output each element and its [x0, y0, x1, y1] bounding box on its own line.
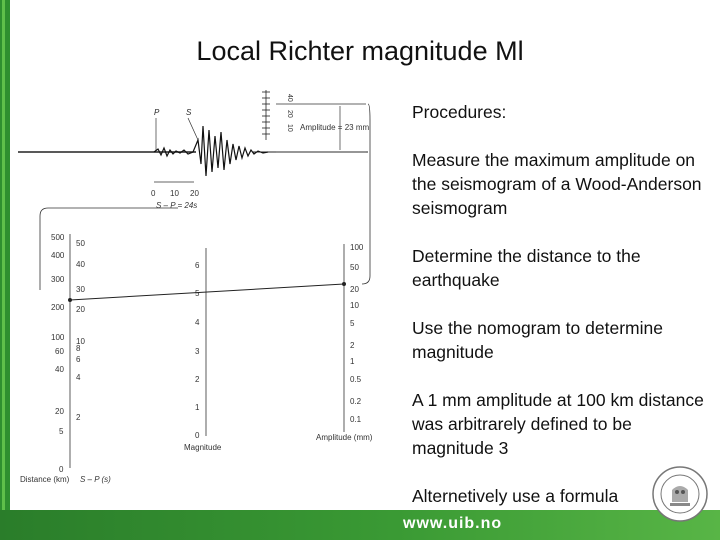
vertical-tick-10: 10 — [286, 124, 293, 132]
sp-tick-30: 30 — [76, 285, 85, 294]
distance-tick-40: 40 — [55, 365, 64, 374]
amplitude-tick-0-2: 0.2 — [350, 397, 362, 406]
amplitude-tick-0-5: 0.5 — [350, 375, 362, 384]
university-seal-icon — [652, 466, 708, 522]
sp-tick-50: 50 — [76, 239, 85, 248]
amplitude-ticks — [350, 243, 364, 424]
procedure-step-measure: Measure the maximum amplitude on the seismogram of a Wood-Anderson seismogram — [412, 150, 702, 218]
distance-reading-point — [68, 298, 72, 302]
distance-tick-200: 200 — [51, 303, 65, 312]
sp-tick-40: 40 — [76, 260, 85, 269]
procedure-step-distance: Determine the distance to the earthquake — [412, 246, 641, 290]
richter-nomogram — [18, 80, 378, 490]
distance-tick-400: 400 — [51, 251, 65, 260]
footer-url[interactable]: www.uib.no — [403, 515, 503, 532]
nomogram-reading-line — [70, 284, 344, 300]
procedures-heading: Procedures: — [412, 102, 507, 122]
amplitude-axis-label: Amplitude (mm) — [316, 433, 373, 442]
procedure-step-formula: Alternetively use a formula — [412, 486, 619, 506]
vertical-tick-20: 20 — [286, 110, 293, 118]
amplitude-scale-bars — [262, 90, 270, 140]
sp-tick-2: 2 — [76, 413, 81, 422]
distance-axis-label: Distance (km) — [20, 475, 70, 484]
sp-tick-6: 6 — [76, 355, 81, 364]
distance-tick-60: 60 — [55, 347, 64, 356]
magnitude-tick-5: 5 — [195, 289, 200, 298]
amplitude-tick-50: 50 — [350, 263, 359, 272]
sp-tick-4: 4 — [76, 373, 81, 382]
magnitude-tick-3: 3 — [195, 347, 200, 356]
seismogram-trace — [154, 126, 268, 176]
distance-tick-20: 20 — [55, 407, 64, 416]
amplitude-tick-10: 10 — [350, 301, 359, 310]
distance-ticks — [51, 233, 65, 474]
amplitude-tick-5: 5 — [350, 319, 355, 328]
left-accent-stripe — [2, 0, 5, 540]
slide-title: Local Richter magnitude Ml — [196, 36, 524, 66]
magnitude-ticks — [195, 261, 200, 440]
procedure-step-definition: A 1 mm amplitude at 100 km distance was arbitrarely defined to be magnitude 3 — [412, 390, 704, 458]
magnitude-axis-label: Magnitude — [184, 443, 222, 452]
magnitude-tick-1: 1 — [195, 403, 200, 412]
vertical-tick-40: 40 — [286, 94, 293, 102]
distance-tick-500: 500 — [51, 233, 65, 242]
p-wave-label: P — [154, 108, 160, 117]
left-accent-bar — [0, 0, 10, 540]
distance-tick-5: 5 — [59, 427, 64, 436]
sp-time-label: S – P = 24s — [156, 201, 198, 210]
distance-tick-100: 100 — [51, 333, 65, 342]
s-wave-label: S — [186, 108, 192, 117]
time-tick-10: 10 — [170, 189, 179, 198]
amplitude-tick-2: 2 — [350, 341, 355, 350]
procedure-step-nomogram: Use the nomogram to determine magnitude — [412, 318, 663, 362]
amplitude-tick-0-1: 0.1 — [350, 415, 362, 424]
sp-axis-label: S – P (s) — [80, 475, 111, 484]
magnitude-tick-0: 0 — [195, 431, 200, 440]
time-tick-0: 0 — [151, 189, 156, 198]
amplitude-tick-20: 20 — [350, 285, 359, 294]
amplitude-label: Amplitude = 23 mm — [300, 123, 370, 132]
magnitude-tick-2: 2 — [195, 375, 200, 384]
sp-ticks — [76, 239, 85, 422]
amplitude-tick-1: 1 — [350, 357, 355, 366]
footer-bar — [0, 510, 720, 540]
sp-tick-8: 8 — [76, 344, 81, 353]
distance-tick-300: 300 — [51, 275, 65, 284]
distance-tick-0: 0 — [59, 465, 64, 474]
time-tick-20: 20 — [190, 189, 199, 198]
sp-tick-20: 20 — [76, 305, 85, 314]
sp-tick-10: 10 — [76, 337, 85, 346]
magnitude-tick-4: 4 — [195, 318, 200, 327]
s-wave-marker — [188, 118, 198, 140]
magnitude-tick-6: 6 — [195, 261, 200, 270]
amplitude-tick-100: 100 — [350, 243, 364, 252]
amplitude-reading-point — [342, 282, 346, 286]
